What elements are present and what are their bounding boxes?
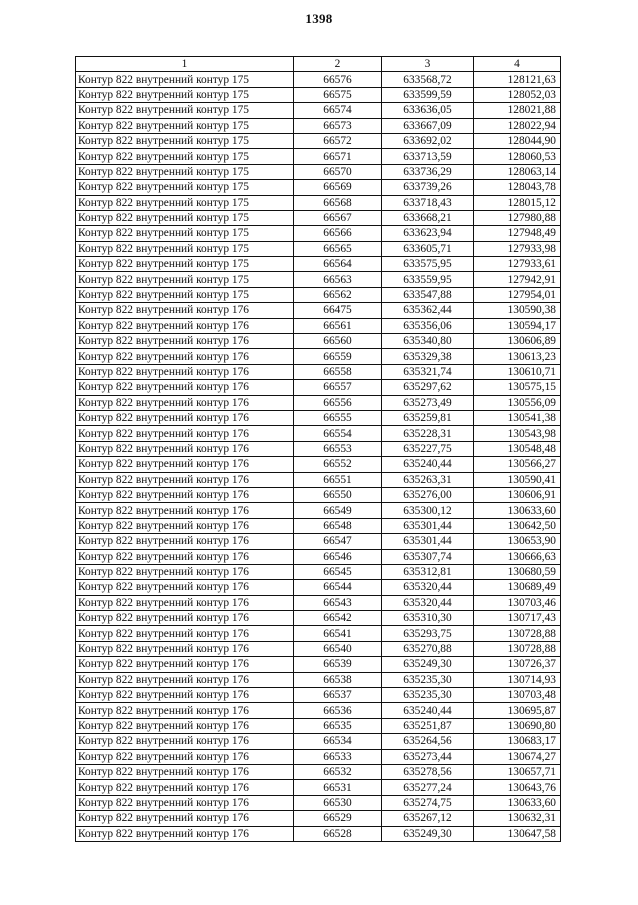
x-coordinate-cell: 635249,30: [382, 657, 474, 672]
y-coordinate-cell: 128015,12: [474, 195, 561, 210]
x-coordinate-cell: 635362,44: [382, 303, 474, 318]
y-coordinate-cell: 128063,14: [474, 164, 561, 179]
y-coordinate-cell: 130556,09: [474, 395, 561, 410]
table-row: [76, 87, 561, 102]
y-coordinate-cell: 130717,43: [474, 611, 561, 626]
x-coordinate-cell: 635263,31: [382, 472, 474, 487]
contour-name-cell: Контур 822 внутренний контур 176: [76, 580, 294, 595]
table-row: [76, 195, 561, 210]
y-coordinate-cell: 130594,17: [474, 318, 561, 333]
contour-name-cell: Контур 822 внутренний контур 176: [76, 826, 294, 841]
point-number-cell: 66532: [294, 764, 382, 779]
contour-name-cell: Контур 822 внутренний контур 176: [76, 364, 294, 379]
point-number-cell: 66545: [294, 564, 382, 579]
table-row: [76, 457, 561, 472]
y-coordinate-cell: 130633,60: [474, 795, 561, 810]
table-header: [76, 57, 561, 72]
y-coordinate-cell: 130543,98: [474, 426, 561, 441]
contour-name-cell: Контур 822 внутренний контур 176: [76, 318, 294, 333]
y-coordinate-cell: 127933,98: [474, 241, 561, 256]
point-number-cell: 66559: [294, 349, 382, 364]
x-coordinate-cell: 633568,72: [382, 72, 474, 87]
x-coordinate-cell: 635297,62: [382, 380, 474, 395]
table-row: [76, 410, 561, 425]
contour-name-cell: Контур 822 внутренний контур 176: [76, 718, 294, 733]
contour-name-cell: Контур 822 внутренний контур 175: [76, 87, 294, 102]
y-coordinate-cell: 128022,94: [474, 118, 561, 133]
table-row: [76, 657, 561, 672]
contour-name-cell: Контур 822 внутренний контур 176: [76, 426, 294, 441]
x-coordinate-cell: 635227,75: [382, 441, 474, 456]
table-row: [76, 672, 561, 687]
contour-name-cell: Контур 822 внутренний контур 175: [76, 257, 294, 272]
y-coordinate-cell: 130674,27: [474, 749, 561, 764]
contour-name-cell: Контур 822 внутренний контур 176: [76, 410, 294, 425]
y-coordinate-cell: 130714,93: [474, 672, 561, 687]
contour-name-cell: Контур 822 внутренний контур 175: [76, 180, 294, 195]
x-coordinate-cell: 635301,44: [382, 534, 474, 549]
contour-name-cell: Контур 822 внутренний контур 176: [76, 457, 294, 472]
table-row: [76, 133, 561, 148]
point-number-cell: 66560: [294, 334, 382, 349]
y-coordinate-cell: 130566,27: [474, 457, 561, 472]
y-coordinate-cell: 128043,78: [474, 180, 561, 195]
x-coordinate-cell: 635251,87: [382, 718, 474, 733]
contour-name-cell: Контур 822 внутренний контур 175: [76, 226, 294, 241]
y-coordinate-cell: 128052,03: [474, 87, 561, 102]
y-coordinate-cell: 127954,01: [474, 287, 561, 302]
x-coordinate-cell: 635273,44: [382, 749, 474, 764]
point-number-cell: 66535: [294, 718, 382, 733]
point-number-cell: 66574: [294, 103, 382, 118]
contour-name-cell: Контур 822 внутренний контур 176: [76, 641, 294, 656]
point-number-cell: 66475: [294, 303, 382, 318]
x-coordinate-cell: 635276,00: [382, 487, 474, 502]
point-number-cell: 66550: [294, 487, 382, 502]
contour-name-cell: Контур 822 внутренний контур 176: [76, 795, 294, 810]
y-coordinate-cell: 130606,91: [474, 487, 561, 502]
table-row: [76, 518, 561, 533]
y-coordinate-cell: 130590,41: [474, 472, 561, 487]
contour-name-cell: Контур 822 внутренний контур 175: [76, 164, 294, 179]
contour-name-cell: Контур 822 внутренний контур 176: [76, 472, 294, 487]
table-row: [76, 441, 561, 456]
contour-name-cell: Контур 822 внутренний контур 175: [76, 133, 294, 148]
table-row: [76, 257, 561, 272]
y-coordinate-cell: 128060,53: [474, 149, 561, 164]
y-coordinate-cell: 130653,90: [474, 534, 561, 549]
y-coordinate-cell: 130695,87: [474, 703, 561, 718]
y-coordinate-cell: 130606,89: [474, 334, 561, 349]
contour-name-cell: Контур 822 внутренний контур 176: [76, 595, 294, 610]
table-row: [76, 811, 561, 826]
table-row: [76, 595, 561, 610]
table-row: [76, 503, 561, 518]
y-coordinate-cell: 128021,88: [474, 103, 561, 118]
x-coordinate-cell: 633599,59: [382, 87, 474, 102]
table-row: [76, 303, 561, 318]
y-coordinate-cell: 130541,38: [474, 410, 561, 425]
x-coordinate-cell: 635235,30: [382, 672, 474, 687]
table-row: [76, 580, 561, 595]
x-coordinate-cell: 635249,30: [382, 826, 474, 841]
y-coordinate-cell: 127942,91: [474, 272, 561, 287]
y-coordinate-cell: 130613,23: [474, 349, 561, 364]
point-number-cell: 66537: [294, 688, 382, 703]
y-coordinate-cell: 130633,60: [474, 503, 561, 518]
point-number-cell: 66546: [294, 549, 382, 564]
y-coordinate-cell: 130703,48: [474, 688, 561, 703]
x-coordinate-cell: 633713,59: [382, 149, 474, 164]
y-coordinate-cell: 128121,63: [474, 72, 561, 87]
x-coordinate-cell: 635264,56: [382, 734, 474, 749]
table-row: [76, 534, 561, 549]
y-coordinate-cell: 127933,61: [474, 257, 561, 272]
point-number-cell: 66551: [294, 472, 382, 487]
contour-name-cell: Контур 822 внутренний контур 176: [76, 672, 294, 687]
x-coordinate-cell: 633667,09: [382, 118, 474, 133]
x-coordinate-cell: 633559,95: [382, 272, 474, 287]
contour-name-cell: Контур 822 внутренний контур 175: [76, 210, 294, 225]
point-number-cell: 66558: [294, 364, 382, 379]
x-coordinate-cell: 635278,56: [382, 764, 474, 779]
x-coordinate-cell: 635259,81: [382, 410, 474, 425]
x-coordinate-cell: 635235,30: [382, 688, 474, 703]
contour-name-cell: Контур 822 внутренний контур 176: [76, 749, 294, 764]
point-number-cell: 66544: [294, 580, 382, 595]
contour-name-cell: Контур 822 внутренний контур 176: [76, 703, 294, 718]
x-coordinate-cell: 633547,88: [382, 287, 474, 302]
point-number-cell: 66566: [294, 226, 382, 241]
point-number-cell: 66572: [294, 133, 382, 148]
x-coordinate-cell: 633668,21: [382, 210, 474, 225]
x-coordinate-cell: 635273,49: [382, 395, 474, 410]
point-number-cell: 66562: [294, 287, 382, 302]
table-row: [76, 210, 561, 225]
column-header-1: 1: [76, 57, 294, 72]
point-number-cell: 66540: [294, 641, 382, 656]
contour-name-cell: Контур 822 внутренний контур 176: [76, 811, 294, 826]
y-coordinate-cell: 130657,71: [474, 764, 561, 779]
coordinates-table: [75, 56, 561, 842]
x-coordinate-cell: 633692,02: [382, 133, 474, 148]
y-coordinate-cell: 130726,37: [474, 657, 561, 672]
y-coordinate-cell: 128044,90: [474, 133, 561, 148]
x-coordinate-cell: 635270,88: [382, 641, 474, 656]
table-row: [76, 472, 561, 487]
x-coordinate-cell: 635312,81: [382, 564, 474, 579]
contour-name-cell: Контур 822 внутренний контур 176: [76, 395, 294, 410]
table-row: [76, 703, 561, 718]
contour-name-cell: Контур 822 внутренний контур 176: [76, 487, 294, 502]
table-row: [76, 103, 561, 118]
contour-name-cell: Контур 822 внутренний контур 176: [76, 688, 294, 703]
point-number-cell: 66576: [294, 72, 382, 87]
point-number-cell: 66564: [294, 257, 382, 272]
x-coordinate-cell: 635310,30: [382, 611, 474, 626]
point-number-cell: 66553: [294, 441, 382, 456]
point-number-cell: 66543: [294, 595, 382, 610]
table-row: [76, 395, 561, 410]
point-number-cell: 66565: [294, 241, 382, 256]
table-row: [76, 72, 561, 87]
contour-name-cell: Контур 822 внутренний контур 176: [76, 303, 294, 318]
x-coordinate-cell: 635274,75: [382, 795, 474, 810]
table-row: [76, 549, 561, 564]
point-number-cell: 66539: [294, 657, 382, 672]
table-row: [76, 334, 561, 349]
point-number-cell: 66534: [294, 734, 382, 749]
x-coordinate-cell: 635321,74: [382, 364, 474, 379]
x-coordinate-cell: 633718,43: [382, 195, 474, 210]
table-row: [76, 318, 561, 333]
table-row: [76, 626, 561, 641]
table-row: [76, 718, 561, 733]
table-row: [76, 795, 561, 810]
x-coordinate-cell: 633636,05: [382, 103, 474, 118]
y-coordinate-cell: 130575,15: [474, 380, 561, 395]
table-row: [76, 226, 561, 241]
table-row: [76, 780, 561, 795]
table-row: [76, 426, 561, 441]
point-number-cell: 66556: [294, 395, 382, 410]
y-coordinate-cell: 130632,31: [474, 811, 561, 826]
contour-name-cell: Контур 822 внутренний контур 176: [76, 626, 294, 641]
point-number-cell: 66571: [294, 149, 382, 164]
y-coordinate-cell: 130728,88: [474, 641, 561, 656]
point-number-cell: 66573: [294, 118, 382, 133]
contour-name-cell: Контур 822 внутренний контур 176: [76, 349, 294, 364]
table-row: [76, 611, 561, 626]
contour-name-cell: Контур 822 внутренний контур 176: [76, 734, 294, 749]
x-coordinate-cell: 635356,06: [382, 318, 474, 333]
table-row: [76, 380, 561, 395]
y-coordinate-cell: 130683,17: [474, 734, 561, 749]
column-header-4: 4: [474, 57, 561, 72]
point-number-cell: 66538: [294, 672, 382, 687]
table-row: [76, 764, 561, 779]
x-coordinate-cell: 635320,44: [382, 580, 474, 595]
table-row: [76, 364, 561, 379]
table-row: [76, 688, 561, 703]
table-row: [76, 349, 561, 364]
point-number-cell: 66529: [294, 811, 382, 826]
y-coordinate-cell: 130643,76: [474, 780, 561, 795]
table-row: [76, 180, 561, 195]
point-number-cell: 66542: [294, 611, 382, 626]
contour-name-cell: Контур 822 внутренний контур 175: [76, 149, 294, 164]
x-coordinate-cell: 633605,71: [382, 241, 474, 256]
point-number-cell: 66567: [294, 210, 382, 225]
point-number-cell: 66554: [294, 426, 382, 441]
x-coordinate-cell: 635293,75: [382, 626, 474, 641]
point-number-cell: 66528: [294, 826, 382, 841]
contour-name-cell: Контур 822 внутренний контур 175: [76, 287, 294, 302]
point-number-cell: 66549: [294, 503, 382, 518]
column-header-2: 2: [294, 57, 382, 72]
contour-name-cell: Контур 822 внутренний контур 176: [76, 549, 294, 564]
point-number-cell: 66569: [294, 180, 382, 195]
x-coordinate-cell: 635301,44: [382, 518, 474, 533]
contour-name-cell: Контур 822 внутренний контур 176: [76, 534, 294, 549]
contour-name-cell: Контур 822 внутренний контур 176: [76, 764, 294, 779]
y-coordinate-cell: 130703,46: [474, 595, 561, 610]
column-header-3: 3: [382, 57, 474, 72]
table-row: [76, 272, 561, 287]
y-coordinate-cell: 130642,50: [474, 518, 561, 533]
x-coordinate-cell: 635228,31: [382, 426, 474, 441]
contour-name-cell: Контур 822 внутренний контур 176: [76, 518, 294, 533]
point-number-cell: 66570: [294, 164, 382, 179]
x-coordinate-cell: 633623,94: [382, 226, 474, 241]
x-coordinate-cell: 635320,44: [382, 595, 474, 610]
contour-name-cell: Контур 822 внутренний контур 175: [76, 272, 294, 287]
point-number-cell: 66533: [294, 749, 382, 764]
contour-name-cell: Контур 822 внутренний контур 176: [76, 380, 294, 395]
table-row: [76, 734, 561, 749]
table-row: [76, 641, 561, 656]
point-number-cell: 66555: [294, 410, 382, 425]
table-row: [76, 118, 561, 133]
contour-name-cell: Контур 822 внутренний контур 176: [76, 657, 294, 672]
point-number-cell: 66568: [294, 195, 382, 210]
table-row: [76, 241, 561, 256]
table-body: [76, 72, 561, 842]
point-number-cell: 66561: [294, 318, 382, 333]
page-number: 1398: [305, 11, 333, 26]
y-coordinate-cell: 130548,48: [474, 441, 561, 456]
x-coordinate-cell: 633736,29: [382, 164, 474, 179]
point-number-cell: 66548: [294, 518, 382, 533]
contour-name-cell: Контур 822 внутренний контур 175: [76, 103, 294, 118]
point-number-cell: 66557: [294, 380, 382, 395]
contour-name-cell: Контур 822 внутренний контур 176: [76, 564, 294, 579]
contour-name-cell: Контур 822 внутренний контур 176: [76, 503, 294, 518]
table-row: [76, 826, 561, 841]
y-coordinate-cell: 130647,58: [474, 826, 561, 841]
point-number-cell: 66541: [294, 626, 382, 641]
contour-name-cell: Контур 822 внутренний контур 175: [76, 118, 294, 133]
point-number-cell: 66552: [294, 457, 382, 472]
y-coordinate-cell: 130610,71: [474, 364, 561, 379]
point-number-cell: 66547: [294, 534, 382, 549]
y-coordinate-cell: 130680,59: [474, 564, 561, 579]
header-row: [76, 57, 561, 72]
contour-name-cell: Контур 822 внутренний контур 176: [76, 334, 294, 349]
y-coordinate-cell: 130666,63: [474, 549, 561, 564]
point-number-cell: 66536: [294, 703, 382, 718]
x-coordinate-cell: 635329,38: [382, 349, 474, 364]
x-coordinate-cell: 635277,24: [382, 780, 474, 795]
table-row: [76, 749, 561, 764]
y-coordinate-cell: 130728,88: [474, 626, 561, 641]
contour-name-cell: Контур 822 внутренний контур 175: [76, 72, 294, 87]
point-number-cell: 66563: [294, 272, 382, 287]
x-coordinate-cell: 635240,44: [382, 457, 474, 472]
table-row: [76, 564, 561, 579]
x-coordinate-cell: 635267,12: [382, 811, 474, 826]
contour-name-cell: Контур 822 внутренний контур 176: [76, 780, 294, 795]
contour-name-cell: Контур 822 внутренний контур 175: [76, 241, 294, 256]
table-row: [76, 164, 561, 179]
point-number-cell: 66531: [294, 780, 382, 795]
point-number-cell: 66530: [294, 795, 382, 810]
contour-name-cell: Контур 822 внутренний контур 175: [76, 195, 294, 210]
contour-name-cell: Контур 822 внутренний контур 176: [76, 441, 294, 456]
y-coordinate-cell: 127980,88: [474, 210, 561, 225]
table-row: [76, 287, 561, 302]
y-coordinate-cell: 127948,49: [474, 226, 561, 241]
x-coordinate-cell: 635307,74: [382, 549, 474, 564]
y-coordinate-cell: 130590,38: [474, 303, 561, 318]
point-number-cell: 66575: [294, 87, 382, 102]
x-coordinate-cell: 635300,12: [382, 503, 474, 518]
table-row: [76, 487, 561, 502]
contour-name-cell: Контур 822 внутренний контур 176: [76, 611, 294, 626]
y-coordinate-cell: 130690,80: [474, 718, 561, 733]
x-coordinate-cell: 635240,44: [382, 703, 474, 718]
table-row: [76, 149, 561, 164]
y-coordinate-cell: 130689,49: [474, 580, 561, 595]
x-coordinate-cell: 633575,95: [382, 257, 474, 272]
x-coordinate-cell: 635340,80: [382, 334, 474, 349]
x-coordinate-cell: 633739,26: [382, 180, 474, 195]
